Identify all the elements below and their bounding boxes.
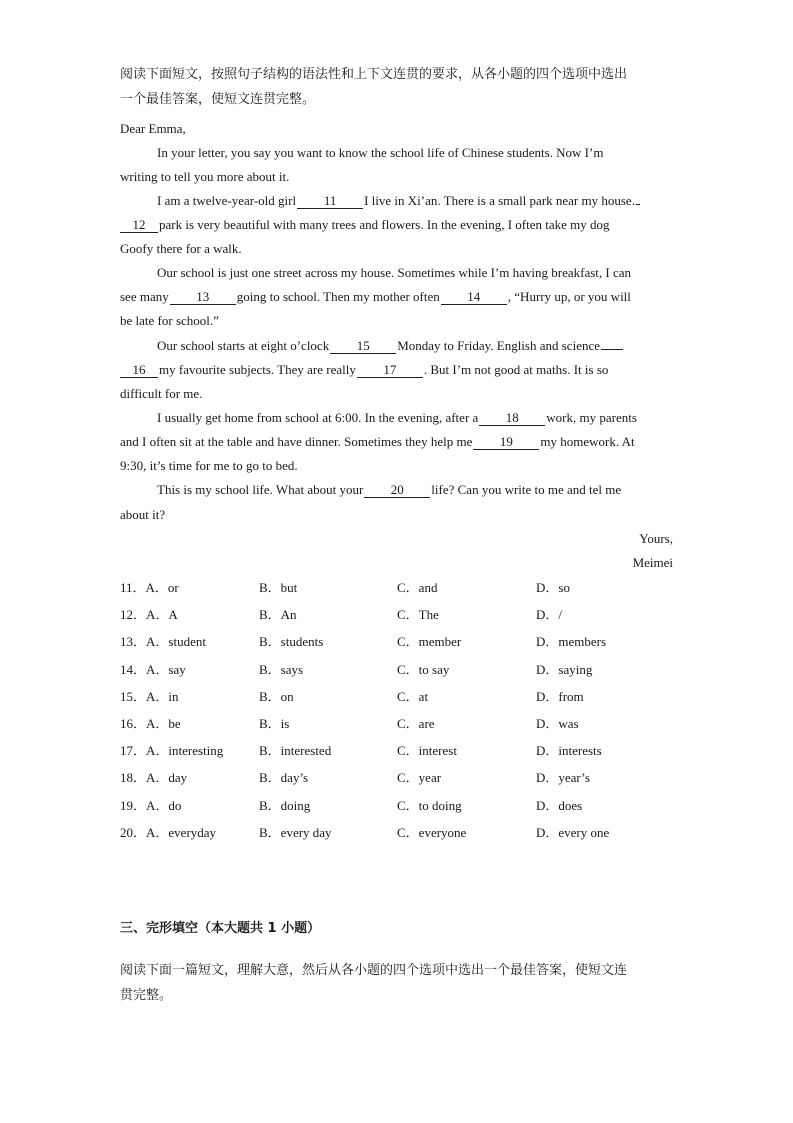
blank-17: 17	[357, 363, 423, 378]
paragraph-3-line-1: Our school is just one street across my house. Sometimes while I’m having breakfast, I can	[157, 265, 632, 280]
paragraph-5-line-3: 9:30, it’s time for me to go to bed.	[120, 458, 298, 473]
option-c[interactable]: C．to doing	[397, 797, 462, 813]
question-row	[120, 770, 680, 788]
option-d[interactable]: D．interests	[536, 743, 602, 759]
question-number-and-option-a	[120, 743, 223, 759]
option-b[interactable]: B．is	[259, 716, 290, 731]
option-c[interactable]: C．The	[397, 607, 439, 623]
text-segment: I live in Xi’an. There is a small park near my house.	[364, 193, 635, 208]
blank-20: 20	[364, 483, 430, 498]
option-a[interactable]: A．in	[146, 688, 179, 704]
paragraph-4-line-1	[157, 338, 675, 354]
section-3-title: 三、完形填空（本大题共 1 小题）	[120, 921, 321, 936]
text-segment: I am a twelve-year-old girl	[157, 193, 297, 208]
section-3-instructions-line-1: 阅读下面一篇短文，理解大意，然后从各小题的四个选项中选出一个最佳答案，使短文连	[120, 963, 628, 978]
blank-19: 19	[473, 435, 539, 450]
option-b[interactable]: B．interested	[259, 743, 332, 759]
option-d[interactable]: D．was	[536, 716, 579, 731]
question-row	[120, 798, 680, 816]
question-number: 15．	[120, 688, 147, 704]
question-number-and-option-a	[120, 689, 179, 705]
question-number: 20．	[120, 824, 147, 840]
question-number-and-option-a	[120, 634, 206, 650]
option-c[interactable]: C．member	[397, 634, 462, 650]
question-row	[120, 634, 680, 652]
question-number: 16．	[120, 716, 147, 731]
paragraph-3-line-3: be late for school.”	[120, 313, 219, 328]
paragraph-1-line-2: writing to tell you more about it.	[120, 169, 290, 184]
letter-salutation: Dear Emma,	[120, 121, 186, 136]
option-a[interactable]: A．day	[146, 770, 188, 786]
option-d[interactable]: D．so	[536, 580, 570, 595]
option-d[interactable]: D．/	[536, 607, 563, 623]
blank-16: 16	[120, 363, 158, 378]
question-number-and-option-a	[120, 607, 178, 623]
text-segment: , “Hurry up, or you will	[507, 289, 631, 304]
option-b[interactable]: B．every day	[259, 824, 332, 840]
letter-signature: Meimei	[632, 555, 673, 570]
text-segment: park is very beautiful with many trees and flowers. In the evening, I often take my dog	[159, 217, 610, 232]
paragraph-3-line-2	[120, 289, 675, 305]
paragraph-2-line-2	[120, 217, 675, 233]
text-segment: work, my parents	[546, 410, 637, 425]
question-number-and-option-a	[120, 798, 181, 814]
text-segment: Monday to Friday. English and science	[397, 338, 601, 353]
paragraph-6-line-1	[157, 482, 675, 498]
option-b[interactable]: B．on	[259, 688, 294, 704]
letter-closing: Yours,	[639, 531, 673, 546]
text-segment: I usually get home from school at 6:00. In the evening, after a	[157, 410, 479, 425]
question-row	[120, 580, 680, 598]
option-b[interactable]: B．doing	[259, 797, 311, 813]
question-row	[120, 662, 680, 680]
option-d[interactable]: D．year’s	[536, 770, 590, 786]
blank-18: 18	[479, 411, 545, 426]
paragraph-5-line-1	[157, 410, 675, 426]
section-3-instructions-line-2: 贯完整。	[120, 988, 173, 1003]
option-c[interactable]: C．to say	[397, 661, 450, 677]
blank-15: 15	[330, 339, 396, 354]
question-number: 14．	[120, 661, 147, 677]
option-d[interactable]: D．does	[536, 797, 583, 813]
question-row	[120, 716, 680, 734]
option-d[interactable]: D．saying	[536, 661, 593, 677]
option-d[interactable]: D．from	[536, 688, 584, 704]
instructions-line-1: 阅读下面短文，按照句子结构的语法性和上下文连贯的要求，从各小题的四个选项中选出	[120, 67, 628, 82]
blank-underline	[601, 349, 623, 350]
option-a[interactable]: A．be	[146, 716, 181, 731]
text-segment: and I often sit at the table and have dinner. Sometimes they help me	[120, 434, 473, 449]
blank-12: 12	[120, 218, 158, 233]
option-b[interactable]: B．students	[259, 634, 324, 650]
blank-underline	[636, 204, 640, 205]
paragraph-6-line-2: about it?	[120, 507, 166, 522]
question-row	[120, 825, 680, 843]
question-number-and-option-a	[120, 825, 216, 841]
question-number: 17．	[120, 743, 147, 759]
question-number: 18．	[120, 770, 147, 786]
text-segment: This is my school life. What about your	[157, 482, 364, 497]
question-row	[120, 689, 680, 707]
option-a[interactable]: A．student	[146, 634, 206, 650]
paragraph-5-line-2	[120, 434, 675, 450]
question-row	[120, 743, 680, 761]
option-b[interactable]: B．day’s	[259, 770, 309, 786]
blank-14: 14	[441, 290, 507, 305]
option-c[interactable]: C．at	[397, 688, 429, 704]
paragraph-4-line-2	[120, 362, 675, 378]
option-a[interactable]: A．everyday	[146, 824, 217, 840]
option-c[interactable]: C．everyone	[397, 824, 467, 840]
question-number-and-option-a	[120, 580, 179, 596]
blank-11: 11	[297, 194, 363, 209]
text-segment: my homework. At	[540, 434, 635, 449]
text-segment: . But I’m not good at maths. It is so	[423, 362, 609, 377]
text-segment: see many	[120, 289, 169, 304]
option-c[interactable]: C．year	[397, 770, 442, 786]
option-c[interactable]: C．interest	[397, 743, 457, 759]
question-number: 19．	[120, 797, 147, 813]
text-segment: my favourite subjects. They are really	[159, 362, 356, 377]
question-number: 12．	[120, 607, 147, 623]
blank-13: 13	[170, 290, 236, 305]
instructions-line-2: 一个最佳答案，使短文连贯完整。	[120, 92, 316, 107]
option-a[interactable]: A．say	[146, 661, 186, 677]
paragraph-2-line-1	[157, 193, 675, 209]
option-b[interactable]: B．but	[259, 580, 298, 595]
question-number: 11．	[120, 580, 146, 595]
paragraph-4-line-3: difficult for me.	[120, 386, 203, 401]
paragraph-1-line-1: In your letter, you say you want to know the school life of Chinese students. Now I’m	[157, 145, 604, 160]
question-number-and-option-a	[120, 716, 181, 732]
option-d[interactable]: D．members	[536, 634, 607, 650]
text-segment: going to school. Then my mother often	[236, 289, 440, 304]
option-d[interactable]: D．every one	[536, 824, 610, 840]
text-segment: life? Can you write to me and tel me	[431, 482, 622, 497]
question-number-and-option-a	[120, 662, 186, 678]
option-a[interactable]: A．do	[146, 797, 182, 813]
option-c[interactable]: C．and	[397, 580, 438, 595]
question-row	[120, 607, 680, 625]
question-number-and-option-a	[120, 770, 187, 786]
option-b[interactable]: B．An	[259, 607, 297, 623]
question-number: 13．	[120, 634, 147, 650]
option-c[interactable]: C．are	[397, 716, 435, 731]
option-a[interactable]: A．or	[145, 580, 179, 595]
option-a[interactable]: A．interesting	[146, 743, 224, 759]
option-b[interactable]: B．says	[259, 661, 304, 677]
paragraph-2-line-3: Goofy there for a walk.	[120, 241, 242, 256]
text-segment: Our school starts at eight o’clock	[157, 338, 330, 353]
option-a[interactable]: A．A	[146, 607, 178, 623]
